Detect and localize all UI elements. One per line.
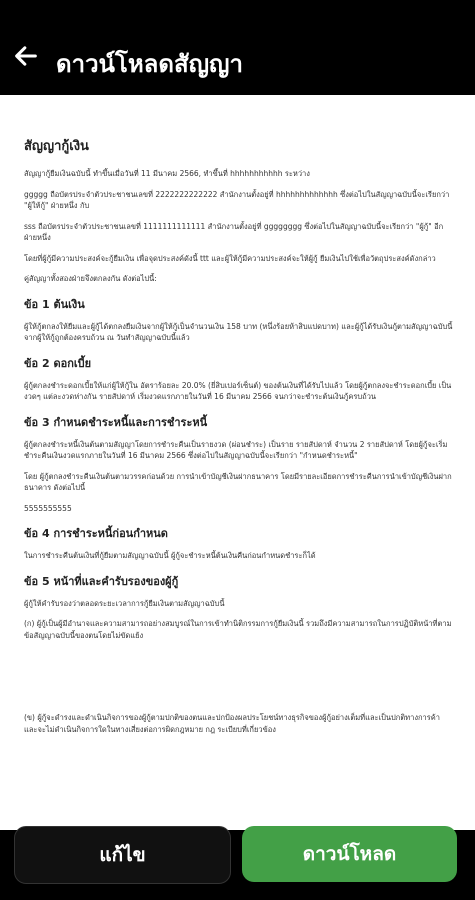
section-2-title: ข้อ 2 ดอกเบี้ย <box>24 356 92 370</box>
section-2-text: ผู้กู้ตกลงชำระดอกเบี้ยให้แก่ผู้ให้กู้ใน อัตราร้อยละ 20.0% (ยี่สิบเปอร์เซ็นต์) ของต้นเงินที่ได้รับไปแล้ว โดยผู้กู้ตกลงจะชำระดอกเบี้ย เป็นงวดๆ แต่ละงวดห่างกัน รายสัปดาห์ เริ่มงวดแรกภายในวันที่ 16 มีนาคม 2566 จนกว่าจะชำระต้นเงินกู้ครบถ้วน <box>24 380 452 401</box>
intro-paragraph-1: สัญญากู้ยืมเงินฉบับนี้ ทำขึ้นเมื่อวันที่ 11 มีนาคม 2566, ทำขึ้นที่ hhhhhhhhhhh ระหว่าง <box>24 169 310 178</box>
section-4-text: ในการชำระคืนต้นเงินที่กู้ยืมตามสัญญาฉบับนี้ ผู้กู้จะชำระหนี้ต้นเงินคืนก่อนกำหนดชำระก็ได้ <box>24 551 316 560</box>
edit-button[interactable]: แก้ไข <box>14 826 231 884</box>
section-5-clause-b: (ข) ผู้กู้จะดำรงและดำเนินกิจการของผู้กู้ตามปกติของตนและปกป้องผลประโยชน์ทางธุรกิจของผู้กู้อย่างเต็มที่และเป็นปกติทางการค้า และจะไม่ดำเนินกิจการใดในทางเสี่ยงต่อการผิดกฎหมาย กฎ ระเบียบที่เกี่ยวข้อง <box>24 713 441 734</box>
section-5-title: ข้อ 5 หน้าที่และคำรับรองของผู้กู้ <box>24 574 179 588</box>
section-1-title: ข้อ 1 ต้นเงิน <box>24 297 85 311</box>
intro-paragraph-5: คู่สัญญาทั้งสองฝ่ายจึงตกลงกัน ดังต่อไปนี้: <box>24 274 157 283</box>
section-3-title: ข้อ 3 กำหนดชำระหนี้และการชำระหนี้ <box>24 415 208 429</box>
section-3-text: ผู้กู้ตกลงชำระหนี้เงินต้นตามสัญญาโดยการชำระคืนเป็นรายงวด (ผ่อนชำระ) เป็นราย รายสัปดาห์ จำนวน 2 รายสัปดาห์ โดยผู้กู้จะเริ่มชำระคืนเงินงวดแรกภายในวันที่ 16 มีนาคม 2566 ซึ่งต่อไปในสัญญาฉบับนี้จะเรียกว่า "กำหนดชำระหนี้" <box>24 439 448 460</box>
intro-paragraph-2: ggggg ถือบัตรประจำตัวประชาชนเลขที่ 2222222222222 สำนักงานตั้งอยู่ที่ hhhhhhhhhhhhh ซึ่งต่อไปในสัญญาฉบับนี้จะเรียกว่า "ผู้ให้กู้" ฝ่ายหนึ่ง กับ <box>24 189 450 210</box>
app-bar <box>0 0 475 95</box>
back-arrow-icon[interactable] <box>12 42 40 70</box>
intro-paragraph-3: sss ถือบัตรประจำตัวประชาชนเลขที่ 1111111111111 สำนักงานตั้งอยู่ที่ gggggggg ซึ่งต่อไปในสัญญาฉบับนี้จะเรียกว่า "ผู้กู้" อีกฝ่ายหนึ่ง <box>24 221 444 242</box>
section-5-clause-a: (ก) ผู้กู้เป็นผู้มีอำนาจและความสามารถอย่างสมบูรณ์ในการเข้าทำนิติกรรมการกู้ยืมเงินนี้ รวมถึงมีความสามารถในการปฏิบัติหน้าที่ตามข้อสัญญาฉบับนี้ของตนโดยไม่ขัดแย้ง <box>24 619 452 640</box>
page-title: ดาวน์โหลดสัญญา <box>56 50 243 78</box>
section-3-text-2: โดย ผู้กู้ตกลงชำระคืนเงินต้นตามวรรคก่อนด้วย การนำเข้าบัญชีเงินฝากธนาคาร โดยมีรายละเอียดการชำระคืนการนำเข้าบัญชีเงินฝากธนาคาร ดังต่อไปนี้ <box>24 471 452 492</box>
contract-document[interactable] <box>0 95 475 830</box>
bank-account-number: 5555555555 <box>24 503 72 513</box>
page-gap <box>24 650 453 712</box>
download-button[interactable]: ดาวน์โหลด <box>242 826 457 882</box>
bottom-action-bar <box>0 830 475 900</box>
intro-paragraph-4: โดยที่ผู้กู้มีความประสงค์จะกู้ยืมเงิน เพื่อจุดประสงค์ดังนี้ ttt และผู้ให้กู้มีความประสงค์จะให้ผู้กู้ ยืมเงินไปใช้เพื่อวัตถุประสงค์ดังกล่าว <box>24 253 436 263</box>
contract-title: สัญญากู้เงิน <box>24 139 89 154</box>
section-4-title: ข้อ 4 การชำระหนี้ก่อนกำหนด <box>24 527 168 540</box>
section-5-text: ผู้กู้ให้คำรับรองว่าตลอดระยะเวลาการกู้ยืมเงินตามสัญญาฉบับนี้ <box>24 598 225 608</box>
section-1-text: ผู้ให้กู้ตกลงให้ยืมและผู้กู้ได้ตกลงยืมเงินจากผู้ให้กู้เป็นจำนวนเงิน 158 บาท (หนึ่งร้อยห้าสิบแปดบาท) และผู้กู้ได้รับเงินกู้ตามสัญญาฉบับนี้จากผู้ให้กู้ถูกต้องครบถ้วน ณ วันทำสัญญาฉบับนี้แล้ว <box>24 321 453 342</box>
